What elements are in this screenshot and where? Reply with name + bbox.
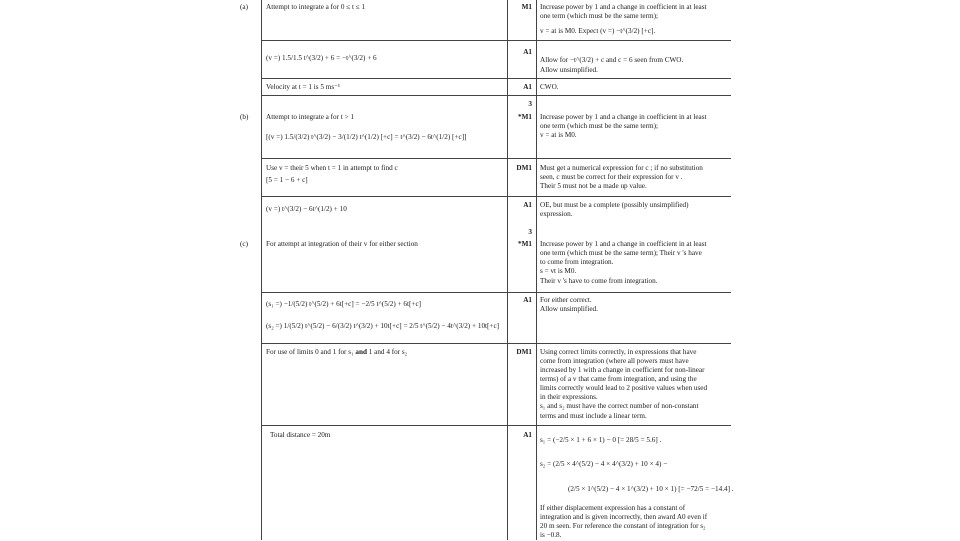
answer-a-3: Velocity at t = 1 is 5 ms⁻¹: [266, 83, 341, 91]
note-c-1-line: Increase power by 1 and a change in coefficient in at least: [540, 240, 707, 248]
note-c-1-line: one term (which must be the same term); Their v 's have: [540, 249, 702, 257]
row-divider: [261, 425, 731, 426]
column-divider: [507, 0, 508, 540]
note-a-1-line: one term (which must be the same term);: [540, 12, 658, 20]
row-divider: [261, 158, 731, 159]
note-b-3-line: OE, but must be a complete (possibly unsimplified): [540, 201, 689, 209]
mark-c-3: DM1: [516, 348, 532, 356]
answer-c-3-pre: For use of limits 0 and 1 for s₁: [266, 348, 354, 356]
note-c-3-line: Using correct limits correctly, in expressions that have: [540, 348, 697, 356]
note-a-2-line: Allow unsimplified.: [540, 66, 598, 74]
note-c-4-line: If either displacement expression has a constant of: [540, 504, 686, 512]
note-b-1-line: Increase power by 1 and a change in coefficient in at least: [540, 113, 707, 121]
note-c-4-line: s₁ = (−2/5 × 1 + 6 × 1) − 0 [= 28/5 = 5.6] .: [540, 436, 662, 444]
answer-b-2-line: [5 = 1 − 6 + c]: [266, 176, 308, 184]
mark-b-2: DM1: [516, 164, 532, 172]
note-b-1-line: v = at is M0.: [540, 131, 577, 139]
answer-c-2-line: (s₂ =) 1/(5/2) t^(5/2) − 6/(3/2) t^(3/2) + 10t[+c] = 2/5 t^(5/2) − 4t^(3/2) + 10t[+c]: [266, 322, 500, 330]
answer-a-1: Attempt to integrate a for 0 ≤ t ≤ 1: [266, 3, 366, 11]
total-a: 3: [528, 100, 532, 108]
mark-a-3: A1: [523, 83, 532, 91]
note-c-3-line: come from integration (where all powers must have: [540, 357, 689, 365]
row-divider: [261, 292, 731, 293]
note-c-4-line: 20 m seen. For reference the constant of integration for s₂: [540, 522, 706, 530]
note-c-2-line: Allow unsimplified.: [540, 305, 598, 313]
part-label-c: (c): [240, 240, 248, 248]
note-c-1-line: s = vt is M0.: [540, 267, 577, 275]
note-a-1-line: Increase power by 1 and a change in coefficient in at least: [540, 3, 707, 11]
column-divider: [261, 0, 262, 540]
part-label-b: (b): [240, 113, 249, 121]
note-c-2-line: For either correct.: [540, 296, 592, 304]
note-b-1-line: one term (which must be the same term);: [540, 122, 658, 130]
note-c-4-line: s₂ = (2/5 × 4^(5/2) − 4 × 4^(3/2) + 10 × 4) −: [540, 460, 668, 468]
answer-b-2-line: Use v = their 5 when t = 1 in attempt to find c: [266, 164, 398, 172]
note-c-3-line: s₁ and s₂ must have the correct number of non-constant: [540, 402, 699, 410]
mark-c-4: A1: [523, 431, 532, 439]
answer-c-3-post: 1 and 4 for s₂: [368, 348, 408, 356]
note-c-3-line: limits correctly would lead to 2 positive values when used: [540, 384, 708, 392]
note-b-2-line: Their 5 must not be a made up value.: [540, 182, 647, 190]
note-a-2-line: Allow for −t^(3/2) + c and c = 6 seen from CWO.: [540, 56, 684, 64]
answer-a-2: (v =) 1.5/1.5 t^(3/2) + 6 = −t^(3/2) + 6: [266, 54, 377, 62]
note-b-2-line: seen, c must be correct for their expression for v .: [540, 173, 683, 181]
answer-c-1: For attempt at integration of their v for either section: [266, 240, 418, 248]
note-c-4-line: integration and is given incorrectly, then award A0 even if: [540, 513, 708, 521]
total-b: 3: [528, 228, 532, 236]
note-c-1-line: Their v 's have to come from integration.: [540, 277, 658, 285]
row-divider: [261, 343, 731, 344]
row-divider: [261, 78, 731, 79]
answer-b-3: (v =) t^(3/2) − 6t^(1/2) + 10: [266, 205, 347, 213]
mark-c-2: A1: [523, 296, 532, 304]
note-a-1-line: v = at is M0. Expect (v =) −t^(3/2) [+c].: [540, 27, 656, 35]
mark-b-1: *M1: [518, 113, 532, 121]
row-divider: [261, 196, 731, 197]
answer-c-4: Total distance = 20m: [270, 431, 331, 439]
answer-b-1-line: [(v =) 1.5/(3/2) t^(3/2) − 3/(1/2) t^(1/2) [+c] = t^(3/2) − 6t^(1/2) [+c]]: [266, 133, 467, 141]
note-c-4-line: (2/5 × 1^(5/2) − 4 × 1^(3/2) + 10 × 1) [= −72/5 = −14.4] .: [568, 485, 734, 493]
row-divider: [261, 40, 731, 41]
mark-b-3: A1: [523, 201, 532, 209]
column-divider: [536, 0, 537, 540]
note-b-2-line: Must get a numerical expression for c ; if no substitution: [540, 164, 703, 172]
note-c-3-line: increased by 1 with a change in coefficient for non-linear: [540, 366, 705, 374]
row-divider: [261, 95, 731, 96]
answer-c-3-and: and: [355, 348, 367, 356]
note-c-3-line: terms and must include a linear term.: [540, 412, 647, 420]
note-a-3-line: CWO.: [540, 83, 559, 91]
note-c-1-line: to come from integration.: [540, 258, 614, 266]
note-c-4-line: is −0.8.: [540, 531, 562, 539]
mark-c-1: *M1: [518, 240, 532, 248]
answer-c-2-line: (s₁ =) −1/(5/2) t^(5/2) + 6t[+c] = −2/5 t^(5/2) + 6t[+c]: [266, 300, 422, 308]
mark-a-2: A1: [523, 48, 532, 56]
answer-c-3: [266, 348, 407, 358]
mark-a-1: M1: [521, 3, 532, 11]
note-c-3-line: in their expressions.: [540, 393, 598, 401]
note-b-3-line: expression.: [540, 210, 573, 218]
note-c-3-line: terms) of a v that came from integration, and using the: [540, 375, 697, 383]
answer-b-1-line: Attempt to integrate a for t > 1: [266, 113, 355, 121]
part-label-a: (a): [240, 3, 248, 11]
